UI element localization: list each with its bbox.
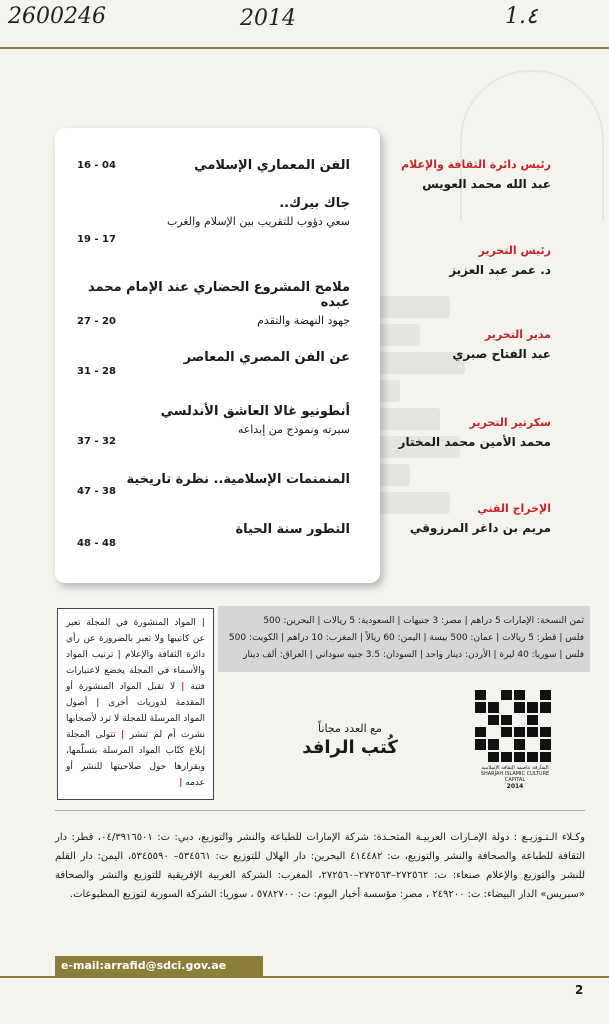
toc-card bbox=[55, 128, 380, 583]
bullet-bar: | bbox=[201, 618, 205, 628]
notice-item: أصول المواد المرسلة للمجلة لا ترد لأصحابها نشرت أم لم تنشر bbox=[66, 698, 205, 740]
toc-item[interactable] bbox=[77, 522, 350, 537]
bullet-bar: | bbox=[121, 730, 125, 740]
logo-year: 2014 bbox=[506, 783, 524, 790]
staff-name: محمد الأمين محمد المختار bbox=[398, 435, 551, 449]
bullet-bar: | bbox=[96, 698, 100, 708]
staff-entry bbox=[351, 244, 551, 277]
notice-item: ترتيب المواد والأسماء في المجلة يخضع لاعتبارات فنية bbox=[66, 650, 205, 692]
background-arch bbox=[460, 70, 604, 222]
logo-caption: الشارقة عاصمة الثقافة الإسلامية SHARJAH ISLAMIC CULTURE CAPITAL bbox=[480, 765, 550, 783]
toc-item[interactable] bbox=[77, 280, 350, 327]
staff-name: عبد الله محمد العويس bbox=[422, 177, 551, 191]
page-number: 2 bbox=[575, 983, 584, 997]
bottom-rule bbox=[0, 976, 609, 978]
bullet-bar: | bbox=[181, 682, 185, 692]
staff-entry bbox=[351, 416, 551, 449]
distribution-agents: وكـلاء الـتـوزيـع : دولة الإمـارات العربيـة المتحـدة: شركة الإمارات للطباعة والنشر والتوزيع، دبي: ت: ٠٤/٣٩١٦٥٠١، قطر: دار الثقافة للطباعة والصحافة والنشر والتوزيع، ت: ٤١٤٤٨٢ البحرين: دار الهلال للتوزيع ت: ٥٣٤٥٦١– ٥٣٤٥٥٩٠، اليمن: دار القلم للنشر والتوزيع والإعلام صنعاء: ت: ٢٧٢٥٦٢–٢٧٢٥٦٣–٢٧٢٥٦٠، المغرب: الشركة العربية الإفريقية للتوزيع والنشر والصحافة «سبريس» الدار البيضاء: ت: ٢٤٩٢٠٠ ، مصر: مؤسسة أخبار اليوم: ت: ٥٧٨٢٧٠٠ ، سوريا: الشركة السورية لتوزيع المطبوعات. bbox=[55, 832, 586, 900]
toc-title: المنمنمات الإسلامية.. نظرة تاريخية bbox=[126, 472, 350, 487]
toc-item[interactable] bbox=[77, 404, 350, 436]
logo-calligraphy-icon bbox=[475, 690, 551, 762]
toc-item[interactable] bbox=[77, 196, 350, 228]
toc-subtitle: سيرته ونموذج من إبداعه bbox=[237, 423, 350, 436]
staff-role: رئيس دائرة الثقافة والإعلام bbox=[401, 158, 551, 171]
bullet-bar: | bbox=[179, 778, 183, 788]
toc-pages: 31 - 28 bbox=[77, 366, 116, 377]
staff-role: مدير التحرير bbox=[484, 328, 551, 341]
bullet-bar: | bbox=[117, 650, 121, 660]
toc-subtitle: جهود النهضة والتقدم bbox=[257, 314, 350, 327]
notice-item: المواد المنشورة في المجلة تعبر عن كاتبيها ولا تعبر بالضرورة عن رأي دائرة الثقافة والإعلام bbox=[66, 618, 205, 660]
notice-item: لا تقبل المواد المنشورة أو المقدمة لدوريات أخرى bbox=[66, 682, 205, 708]
top-rule bbox=[0, 47, 609, 49]
toc-item[interactable] bbox=[77, 472, 350, 487]
handwritten-serial: 2600246 bbox=[8, 4, 106, 29]
middle-rule bbox=[55, 810, 585, 811]
toc-pages: 48 - 48 bbox=[77, 538, 116, 549]
staff-entry bbox=[351, 158, 551, 191]
staff-name: مريم بن داغر المرزوقي bbox=[409, 521, 551, 535]
toc-title: عن الفن المصري المعاصر bbox=[183, 350, 350, 365]
toc-pages: 37 - 32 bbox=[77, 436, 116, 447]
price-line: فلس | سوريا: 40 ليرة | الأردن: دينار واحد | السودان: 3.5 جنيه سوداني | العراق: ألف دينار bbox=[243, 650, 584, 660]
staff-role: الإخراج الفني bbox=[477, 502, 551, 515]
toc-pages: 19 - 17 bbox=[77, 234, 116, 245]
notice-item: تتولى المجلة إبلاغ كتّاب المواد المرسلة بتسلّمها، وبقرارها حول صلاحيتها للنشر أو عدمه bbox=[66, 730, 205, 788]
toc-pages: 16 - 04 bbox=[77, 160, 116, 171]
free-book-title: كُتب الرافد bbox=[302, 737, 398, 758]
email-link[interactable]: e-mail:arrafid@sdci.gov.ae bbox=[55, 956, 263, 976]
toc-pages: 47 - 38 bbox=[77, 486, 116, 497]
free-line: مع العدد مجاناً bbox=[318, 722, 382, 735]
handwritten-year: 2014 bbox=[240, 6, 296, 31]
price-line: فلس | قطر: 5 ريالات | عمان: 500 بيسة | اليمن: 60 ريالاً | المغرب: 10 دراهم | الكويت: 500 bbox=[228, 633, 584, 643]
toc-item[interactable] bbox=[77, 158, 350, 173]
toc-title: التطور سنة الحياة bbox=[235, 522, 350, 537]
toc-title: ملامح المشروع الحضاري عند الإمام محمد عبده bbox=[87, 280, 350, 310]
free-supplement-note bbox=[280, 722, 420, 758]
toc-pages: 27 - 20 bbox=[77, 316, 116, 327]
toc-title: جاك بيرك.. bbox=[279, 196, 350, 211]
staff-entry bbox=[351, 328, 551, 361]
sharjah-capital-logo bbox=[475, 690, 555, 790]
notice-text bbox=[66, 615, 205, 791]
toc-title: أنطونيو غالا العاشق الأندلسي bbox=[160, 404, 350, 419]
toc-subtitle: سعي دؤوب للتقريب بين الإسلام والغرب bbox=[167, 215, 350, 228]
staff-name: د. عمر عبد العزيز bbox=[449, 263, 551, 277]
price-line: ثمن النسخة: الإمارات 5 دراهم | مصر: 3 جنيهات | السعودية: 5 ريالات | البحرين: 500 bbox=[263, 616, 584, 626]
staff-name: عبد الفتاح صبري bbox=[452, 347, 551, 361]
handwritten-code: 1.٤ bbox=[505, 4, 538, 29]
price-box bbox=[218, 606, 590, 672]
staff-role: رئيس التحرير bbox=[478, 244, 551, 257]
toc-title: الفن المعماري الإسلامي bbox=[194, 158, 350, 173]
toc-item[interactable] bbox=[77, 350, 350, 365]
notice-box bbox=[57, 608, 214, 800]
staff-entry bbox=[351, 502, 551, 535]
staff-role: سكرتير التحرير bbox=[469, 416, 551, 429]
